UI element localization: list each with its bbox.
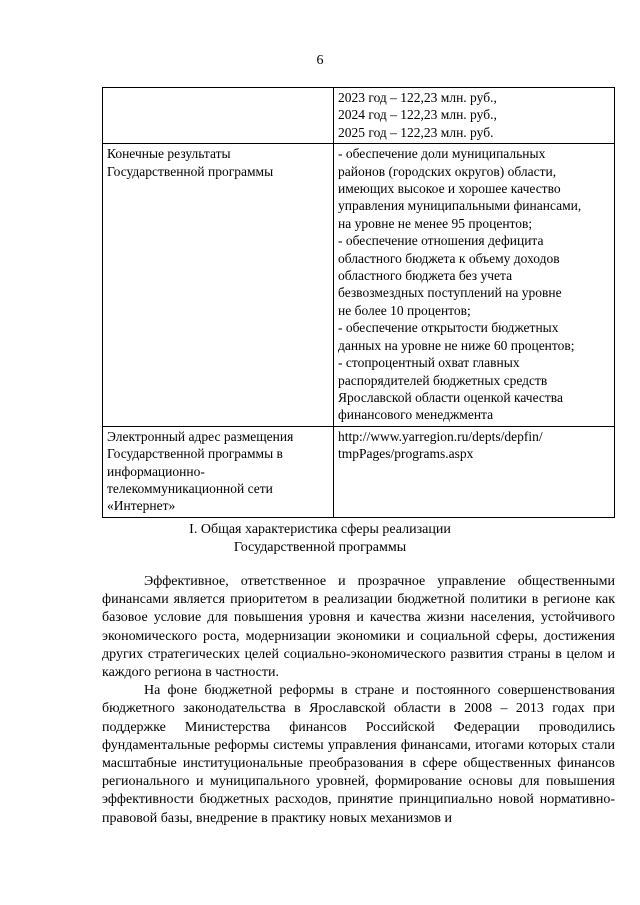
row-value-cell [334, 88, 615, 144]
label-line: информационно- [107, 463, 205, 479]
label-line: Конечные результаты [107, 146, 231, 162]
value-line: областного бюджета к объему доходов [338, 250, 560, 266]
value-line: не более 10 процентов; [338, 302, 471, 318]
body-text [102, 573, 615, 828]
table-row-funding [103, 88, 615, 144]
value-line: распорядителей бюджетных средств [338, 372, 548, 388]
row-value-cell [334, 144, 615, 427]
funding-2024: 2024 год – 122,23 млн. руб., [338, 107, 497, 123]
program-passport-table [102, 87, 615, 518]
value-line: данных на уровне не ниже 60 процентов; [338, 337, 575, 353]
paragraph: Эффективное, ответственное и прозрачное управление общественными финансами является приоритетом в реализации бюджетной политики в регионе как базовое условие для повышения уровня и качества жизни населения, устойчивого экономического роста, модернизации экономики и социальной сферы, достижения других стратегических целей социально-экономического развития страны в целом и каждого региона в частности. [102, 574, 615, 681]
label-line: телекоммуникационной сети [107, 480, 273, 496]
value-line: - обеспечение открытости бюджетных [338, 320, 559, 336]
table-row-final-results [103, 144, 615, 427]
section-title-line: Государственной программы [233, 540, 407, 555]
program-url-line[interactable]: tmpPages/programs.aspx [338, 446, 474, 462]
value-line: - стопроцентный охват главных [338, 355, 520, 371]
value-line: районов (городских округов) области, [338, 163, 557, 179]
value-line: имеющих высокое и хорошее качество [338, 181, 561, 197]
funding-2025: 2025 год – 122,23 млн. руб. [338, 124, 494, 140]
label-line: Государственной программы [107, 163, 274, 179]
program-url-cell[interactable] [334, 426, 615, 517]
section-title [0, 521, 640, 557]
value-line: - обеспечение отношения дефицита [338, 233, 544, 249]
value-line: управления муниципальными финансами, [338, 198, 582, 214]
label-line: Государственной программы в [107, 446, 283, 462]
value-line: Ярославской области оценкой качества [338, 389, 563, 405]
value-line: областного бюджета без учета [338, 268, 513, 284]
row-label-cell [103, 88, 334, 144]
program-url-line[interactable]: http://www.yarregion.ru/depts/depfin/ [338, 428, 543, 444]
value-line: - обеспечение доли муниципальных [338, 146, 546, 162]
row-label-cell [103, 144, 334, 427]
label-line: «Интернет» [107, 498, 176, 514]
row-label-cell [103, 426, 334, 517]
value-line: безвозмездных поступлений на уровне [338, 285, 562, 301]
funding-2023: 2023 год – 122,23 млн. руб., [338, 90, 497, 105]
page-number: 6 [316, 53, 324, 68]
value-line: финансового менеджмента [338, 407, 494, 423]
section-title-line: I. Общая характеристика сферы реализации [189, 522, 451, 537]
value-line: на уровне не менее 95 процентов; [338, 215, 533, 231]
paragraph: На фоне бюджетной реформы в стране и постоянного совершенствования бюджетного законодательства в Ярославской области в 2008 – 2013 годах при поддержке Министерства финансов Российской Федерации проводились фундаментальные реформы системы управления финансами, итогами которых стали масштабные институциональные преобразования в сфере общественных финансов регионального и муниципального уровней, формирование основы для повышения эффективности бюджетных расходов, принятие принципиально новой нормативно-правовой базы, внедрение в практику новых механизмов и [102, 683, 615, 826]
table-row-web-address [103, 426, 615, 517]
label-line: Электронный адрес размещения [107, 428, 294, 444]
